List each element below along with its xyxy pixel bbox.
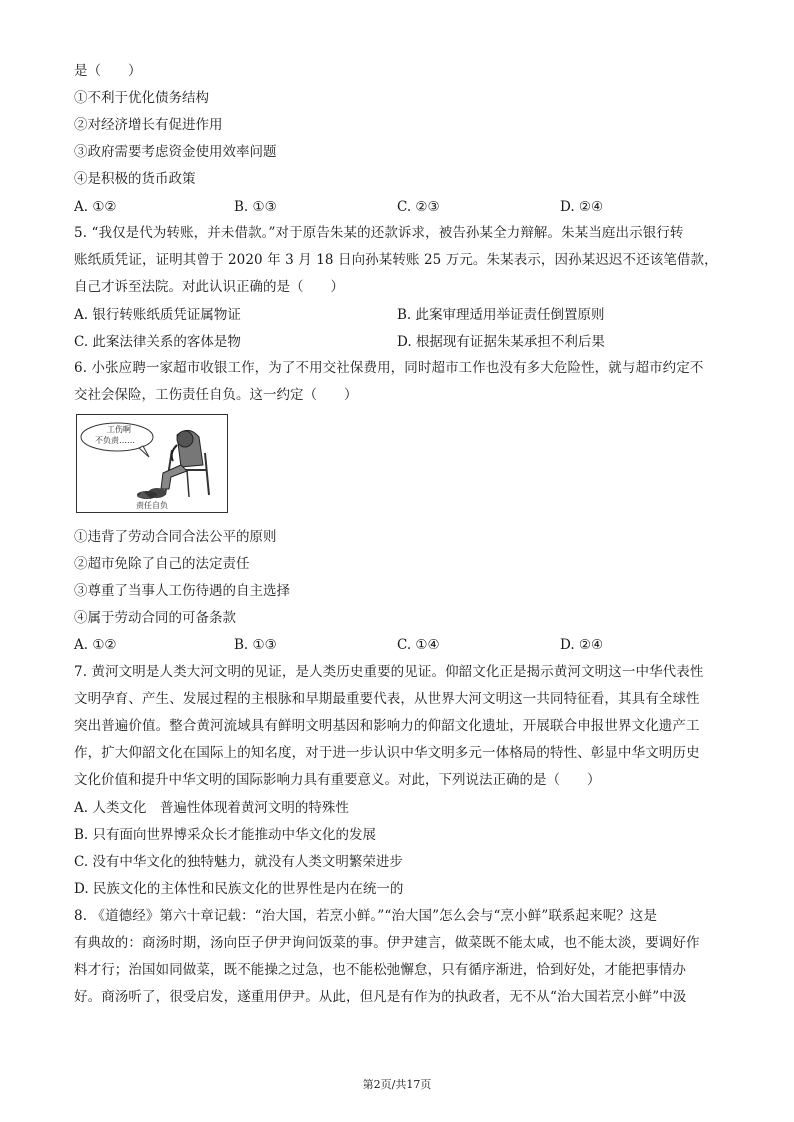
q7-option-a: A. 人类文化 普遍性体现着黄河文明的特殊性 <box>74 800 349 816</box>
q7-option-c: C. 没有中华文化的独特魅力，就没有人类文明繁荣进步 <box>74 854 403 870</box>
q5-stem-line-3: 自己才诉至法院。对此认识正确的是（ ） <box>74 279 344 295</box>
q7-stem-line-3: 突出普遍价值。整合黄河流域具有鲜明文明基因和影响力的仰韶文化遗址，开展联合申报世界文化遗产工 <box>74 718 700 734</box>
q4-statement-2: ②对经济增长有促进作用 <box>74 117 223 133</box>
q5-stem-line-1: 5. “我仅是代为转账，并未借款。”对于原告朱某的还款诉求，被告孙某全力辩解。朱某当庭出示银行转 <box>74 225 684 241</box>
q6-options <box>74 636 724 654</box>
q4-stem-end: 是（ ） <box>74 63 142 79</box>
q6-option-b: B. ①③ <box>234 637 277 653</box>
q7-stem-line-1: 7. 黄河文明是人类大河文明的见证，是人类历史重要的见证。仰韶文化正是揭示黄河文明这一中华代表性 <box>74 664 704 680</box>
q6-option-a: A. ①② <box>74 637 117 653</box>
q8-stem-line-4: 好。商汤听了，很受启发，遂重用伊尹。从此，但凡是有作为的执政者，无不从“治大国若烹小鲜”中汲 <box>74 989 687 1005</box>
cartoon-figure <box>76 414 228 513</box>
q6-statement-4: ④属于劳动合同的可备条款 <box>74 610 236 626</box>
figure-caption: 责任自负 <box>136 501 168 510</box>
q6-statement-3: ③尊重了当事人工伤待遇的自主选择 <box>74 583 290 599</box>
q6-stem-line-1: 6. 小张应聘一家超市收银工作，为了不用交社保费用，同时超市工作也没有多大危险性，就与超市约定不 <box>74 360 704 376</box>
q8-stem-line-1: 8. 《道德经》第六十章记载：“治大国，若烹小鲜。”“治大国”怎么会与“烹小鲜”联系起来呢？这是 <box>74 908 658 924</box>
q4-option-c: C. ②③ <box>397 199 440 215</box>
q5-option-b: B. 此案审理适用举证责任倒置原则 <box>397 307 605 323</box>
q8-stem-line-2: 有典故的：商汤时期，汤向臣子伊尹询问饭菜的事。伊尹建言，做菜既不能太咸，也不能太淡，要调好作 <box>74 935 700 951</box>
q4-statement-1: ①不利于优化债务结构 <box>74 90 209 106</box>
q4-option-d: D. ②④ <box>560 199 604 215</box>
q6-option-c: C. ①④ <box>397 637 440 653</box>
cartoon-illustration <box>77 415 227 512</box>
q5-options-row-1 <box>74 306 724 324</box>
page-number: 第2页/共17页 <box>362 1078 432 1091</box>
q4-statement-3: ③政府需要考虑资金使用效率问题 <box>74 144 277 160</box>
q4-statement-4: ④是积极的货币政策 <box>74 171 196 187</box>
q6-statement-1: ①违背了劳动合同合法公平的原则 <box>74 529 277 545</box>
q5-option-c: C. 此案法律关系的客体是物 <box>74 334 241 350</box>
q8-stem-line-3: 料才行；治国如同做菜，既不能操之过急，也不能松弛懈怠，只有循序渐进，恰到好处，才能把事情办 <box>74 962 686 978</box>
q6-option-d: D. ②④ <box>560 637 604 653</box>
q6-statement-2: ②超市免除了自己的法定责任 <box>74 556 250 572</box>
q4-options <box>74 198 724 216</box>
q7-option-d: D. 民族文化的主体性和民族文化的世界性是内在统一的 <box>74 881 404 897</box>
q7-stem-line-4: 作，扩大仰韶文化在国际上的知名度，对于进一步认识中华文明多元一体格局的特性、彰显中华文明历史 <box>74 745 700 761</box>
q4-option-a: A. ①② <box>74 199 117 215</box>
q5-options-row-2 <box>74 333 724 351</box>
q5-option-a: A. 银行转账纸质凭证属物证 <box>74 307 241 323</box>
q7-stem-line-5: 文化价值和提升中华文明的国际影响力具有重要意义。对此，下列说法正确的是（ ） <box>74 772 601 788</box>
q4-option-b: B. ①③ <box>234 199 277 215</box>
bubble-text-2: 不负责…… <box>95 436 135 445</box>
q5-option-d: D. 根据现有证据朱某承担不利后果 <box>397 334 605 350</box>
q5-stem-line-2: 账纸质凭证，证明其曾于 2020 年 3 月 18 日向孙某转账 25 万元。朱某表示，因孙某迟迟不还该笔借款， <box>74 252 718 268</box>
bubble-text-1: 工伤啊 <box>107 425 131 434</box>
q7-stem-line-2: 文明孕育、产生、发展过程的主根脉和早期最重要代表，从世界大河文明这一共同特征看，其具有全球性 <box>74 691 700 707</box>
q7-option-b: B. 只有面向世界博采众长才能推动中华文化的发展 <box>74 827 377 843</box>
q6-stem-line-2: 交社会保险，工伤责任自负。这一约定（ ） <box>74 387 358 403</box>
